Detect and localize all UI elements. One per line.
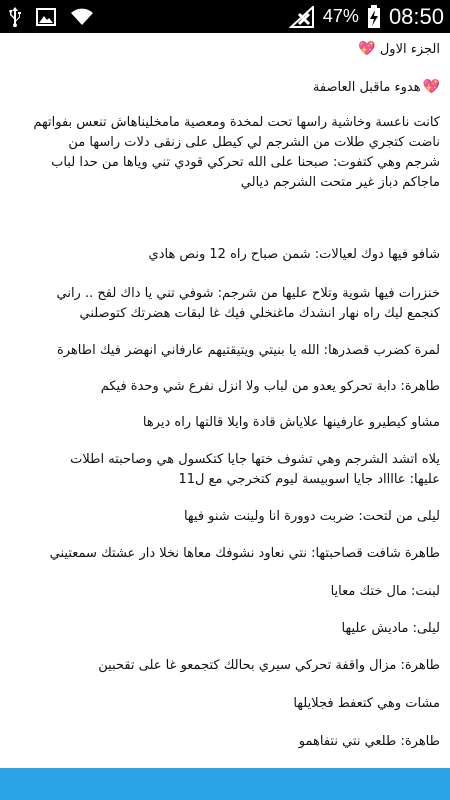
heart-icon: 💖 <box>358 41 376 57</box>
text-line: طاهرة شافت قصاحبتها: نتي نعاود نشوفك معاها نخلا دار عشتك سمعتيني <box>49 546 440 561</box>
text-line: ناضت كتجري طلات من الشرجم لي كيطل على زنقى دلات راسها من <box>68 135 440 150</box>
chapter-title: الجزء الاول <box>379 42 440 57</box>
text-line: ليلى: ماديش عليها <box>341 621 440 636</box>
text-line: طاهرة: طلعي نتي نتفاهمو <box>298 734 440 749</box>
text-line: طاهرة: دابة تحركو يعدو من لباب ولا انزل نفرع شي وحدة فيكم <box>100 379 440 394</box>
heart-icon: 💖 <box>422 79 440 95</box>
story-content <box>0 33 450 768</box>
wifi-icon <box>70 8 94 26</box>
battery-percent: 47% <box>322 6 359 26</box>
text-line: يلاه اتشد الشرجم وهي تشوف ختها جايا كتكسول هي وصاحبته اطلات <box>70 452 440 467</box>
bottom-bar <box>0 768 450 800</box>
text-line: ماجاكم دباز غير متحت الشرجم ديالي <box>240 175 440 190</box>
text-line: مشات وهي كتعفط فجلايلها <box>293 696 440 711</box>
text-line: عليها: عااااد جايا اسوبيسة ليوم كتخرجي مع ل11 <box>178 472 440 487</box>
text-line: كنجمع ليك راه نهار انشدك ماغنخلي فيك غا لبقات هضرتك كتوصلني <box>79 306 440 321</box>
status-right <box>289 0 444 33</box>
text-line: طاهرة: مزال واقفة تحركي سيري بحالك كتجمعو غا على تقحبين <box>98 658 440 673</box>
notification-icons <box>8 5 94 29</box>
text-line: شافو فيها دوك لعيالات: شمن صباح راه 12 ونص هادي <box>148 247 440 262</box>
text-line: خنزرات فيها شوية وتلاح عليها من شرجم: شوفي تني يا داك لقح .. راني <box>56 286 440 301</box>
image-icon <box>36 8 56 26</box>
text-line: شرجم وهي كتفوت: صبحنا على الله تحركي قودي تني وياها من حدا لباب <box>51 155 440 170</box>
text-line: لبنت: مال ختك معايا <box>330 584 440 599</box>
usb-icon <box>8 6 22 28</box>
chapter-subtitle: هدوء ماقبل العاصفة <box>312 80 421 95</box>
text-line: لمرة كضرب قصدرها: الله يا بنيتي ويتيقتيهم عارفاني انهضر فيك اطاهرة <box>56 343 440 358</box>
chapter-title-line <box>10 41 440 57</box>
clock: 08:50 <box>388 3 444 29</box>
status-bar <box>0 0 450 33</box>
chapter-subtitle-line <box>10 79 440 95</box>
text-line: ليلى من لتحت: ضربت دوورة انا ولينت شنو فيها <box>183 509 440 524</box>
text-line: مشاو كيطيرو عارفينها علاياش قادة وايلا قالتها راه ديرها <box>142 415 440 430</box>
text-line: كانت ناعسة وخاشية راسها تحت لمخدة ومعصية مامخليناهاش تنعس بفواتهم <box>33 115 440 130</box>
no-signal-icon <box>289 6 315 28</box>
battery-charging-icon <box>367 5 381 29</box>
